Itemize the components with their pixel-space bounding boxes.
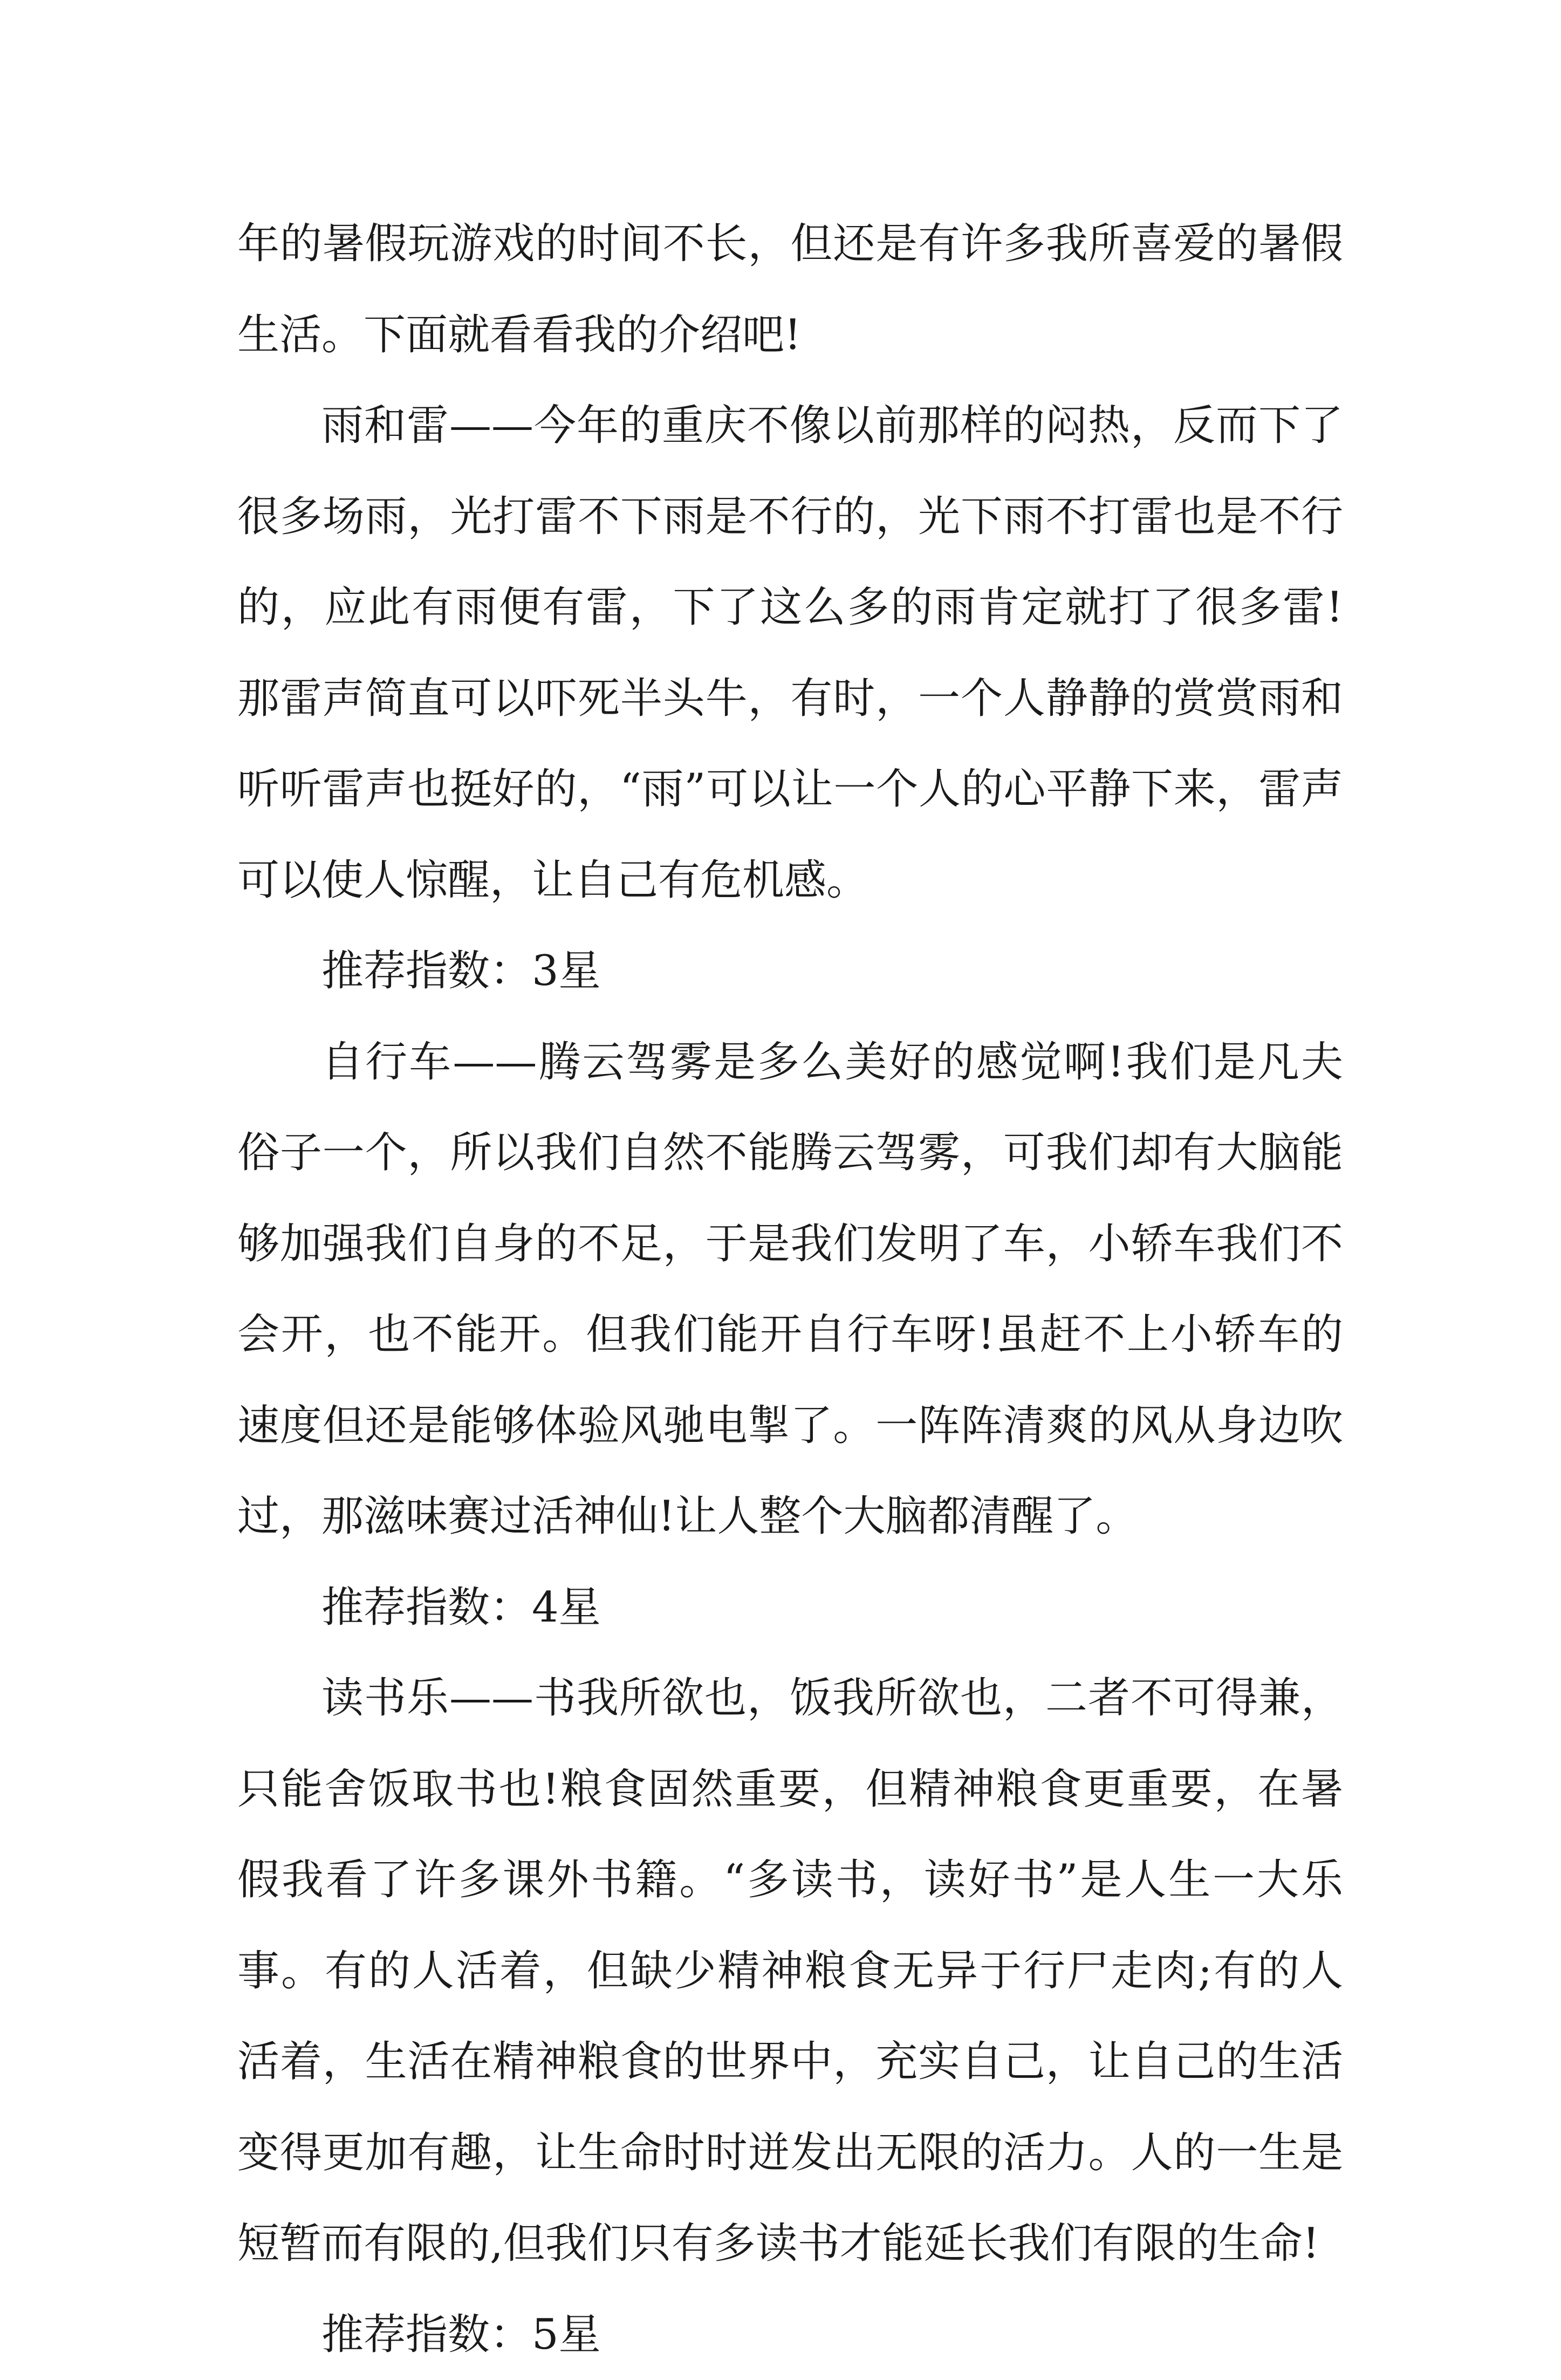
paragraph-bicycle: 自行车——腾云驾雾是多么美好的感觉啊!我们是凡夫俗子一个，所以我们自然不能腾云驾雾，可我们却有大脑能够加强我们自身的不足，于是我们发明了车，小轿车我们不会开，也不能开。但我们能开自行车呀!虽赶不上小轿车的速度但还是能够体验风驰电掣了。一阵阵清爽的风从身边吹过，那滋味赛过活神仙!让人整个大脑都清醒了。 — [237, 1017, 1343, 1562]
document-body — [237, 199, 1343, 2380]
paragraph-rain-and-thunder: 雨和雷——今年的重庆不像以前那样的闷热，反而下了很多场雨，光打雷不下雨是不行的，光下雨不打雷也是不行的，应此有雨便有雷，下了这么多的雨肯定就打了很多雷!那雷声简直可以吓死半头牛，有时，一个人静静的赏赏雨和听听雷声也挺好的，“雨”可以让一个人的心平静下来，雷声可以使人惊醒，让自己有危机感。 — [237, 380, 1343, 926]
paragraph-reading: 读书乐——书我所欲也，饭我所欲也，二者不可得兼，只能舍饭取书也!粮食固然重要，但精神粮食更重要，在暑假我看了许多课外书籍。“多读书，读好书”是人生一大乐事。有的人活着，但缺少精神粮食无异于行尸走肉;有的人活着，生活在精神粮食的世界中，充实自己，让自己的生活变得更加有趣，让生命时时迸发出无限的活力。人的一生是短暂而有限的,但我们只有多读书才能延长我们有限的生命! — [237, 1653, 1343, 2289]
rating-rain-and-thunder: 推荐指数：3星 — [237, 926, 1343, 1017]
paragraph-intro-continuation: 年的暑假玩游戏的时间不长，但还是有许多我所喜爱的暑假生活。下面就看看我的介绍吧! — [237, 199, 1343, 380]
rating-reading: 推荐指数：5星 — [237, 2289, 1343, 2380]
rating-bicycle: 推荐指数：4星 — [237, 1562, 1343, 1653]
